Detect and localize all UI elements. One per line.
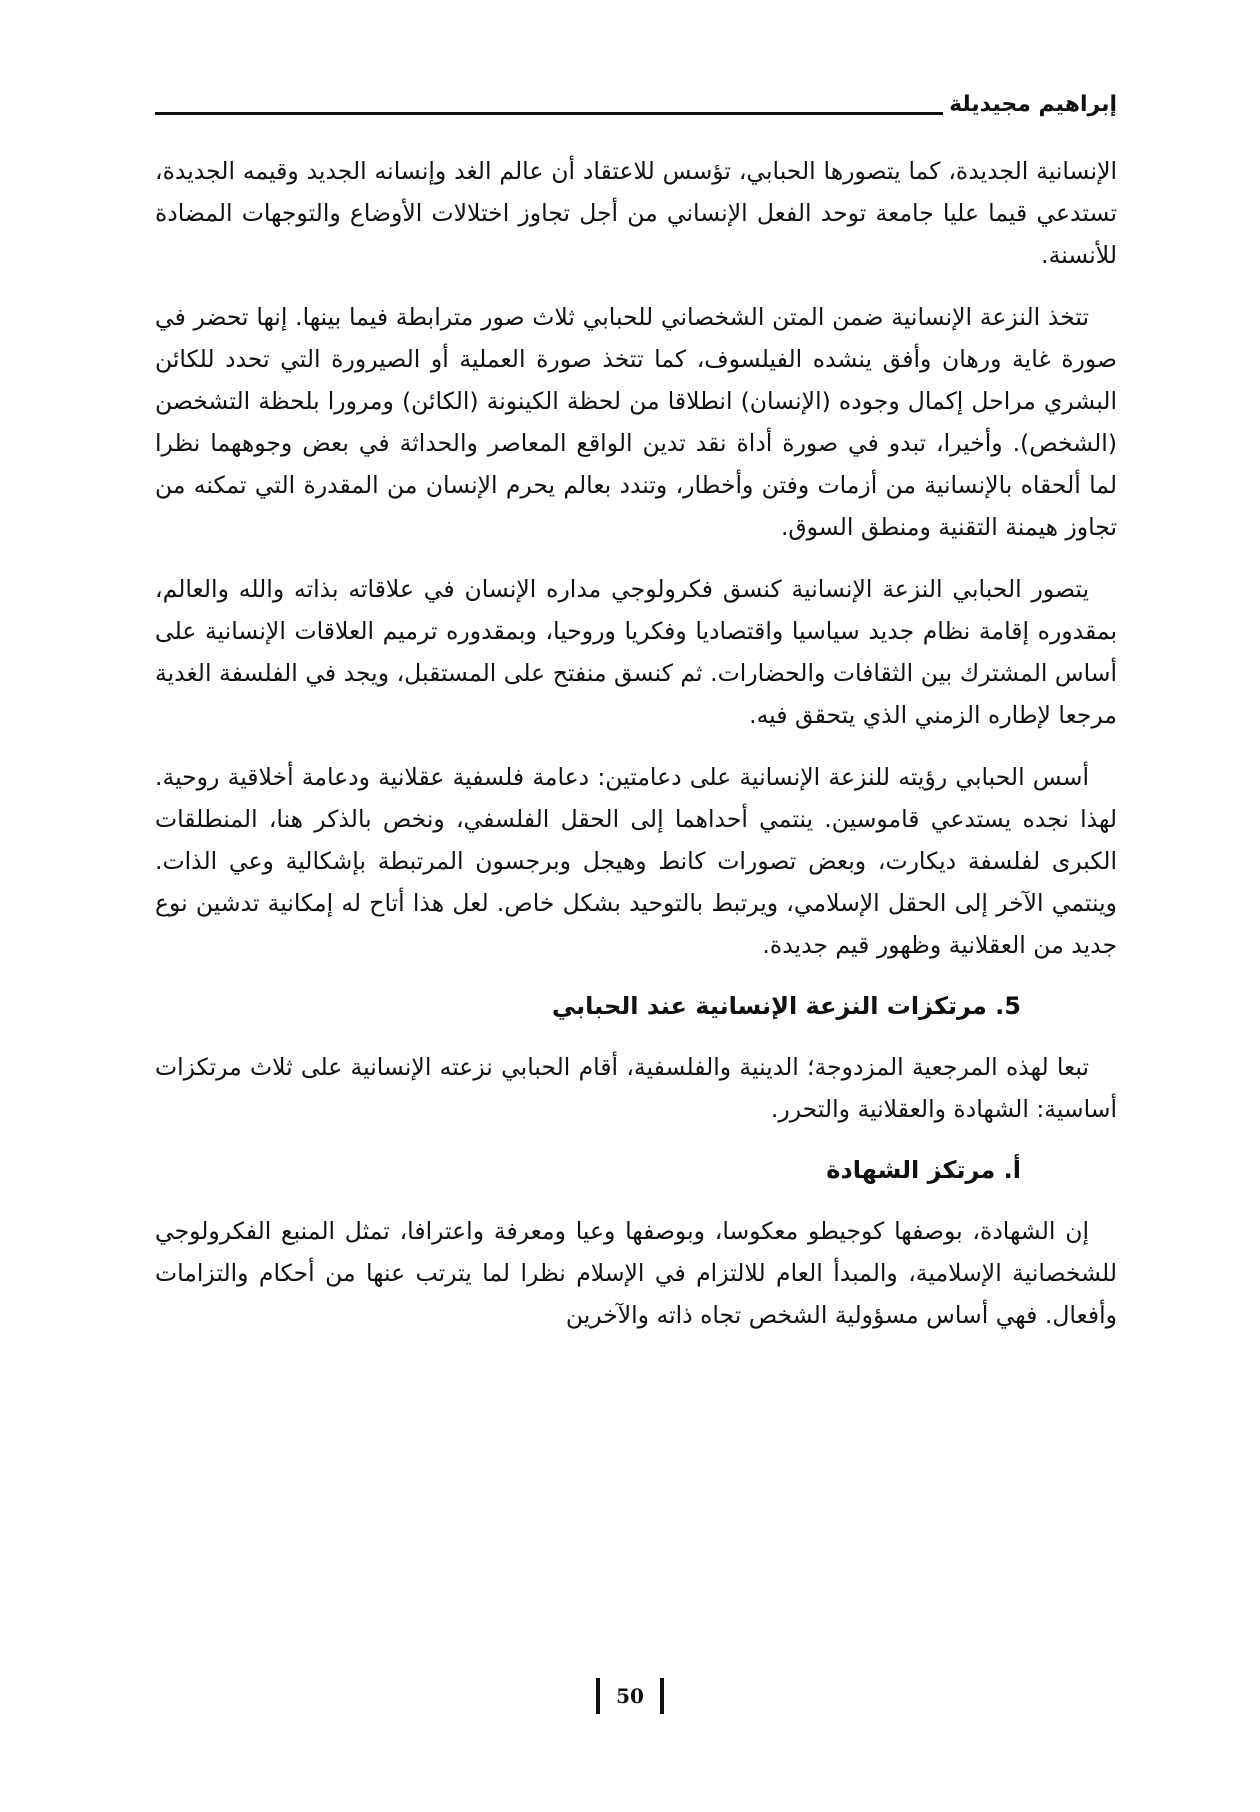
- folio-bar-left: [660, 1678, 664, 1714]
- author-name: إبراهيم مجيديلة: [949, 92, 1117, 117]
- subsection-a-heading: أ. مرتكز الشهادة: [826, 1156, 1021, 1184]
- header-rule: [155, 112, 943, 115]
- paragraph-3: يتصور الحبابي النزعة الإنسانية كنسق فكرولوجي مداره الإنسان في علاقاته بذاته والله والعالم، بمقدوره إقامة نظام جديد سياسيا واقتصاديا وفكريا وروحيا، وبمقدوره ترميم العلاقات الإنسانية على أساس المشترك بين الثقافات والحضارات. ثم كنسق منفتح على المستقبل، ويجد في الفلسفة الغدية مرجعا لإطاره الزمني الذي يتحقق فيه.: [155, 575, 1117, 729]
- paragraph-4: أسس الحبابي رؤيته للنزعة الإنسانية على دعامتين: دعامة فلسفية عقلانية ودعامة أخلاقية روحية. لهذا نجده يستدعي قاموسين. ينتمي أحداهما إلى الحقل الفلسفي، ونخص بالذكر هنا، المنطلقات الكبرى لفلسفة ديكارت، وبعض تصورات كانط وهيجل وبرجسون المرتبطة بإشكالية وعي الذات. وينتمي الآخر إلى الحقل الإسلامي، ويرتبط بالتوحيد بشكل خاص. لعل هذا أتاح له إمكانية تدشين نوع جديد من العقلانية وظهور قيم جديدة.: [155, 763, 1117, 959]
- page-number: 50: [616, 1684, 644, 1708]
- paragraph-1: الإنسانية الجديدة، كما يتصورها الحبابي، تؤسس للاعتقاد أن عالم الغد وإنسانه الجديد وقيمه الجديدة، تستدعي قيما عليا جامعة توحد الفعل الإنساني من أجل تجاوز اختلالات الأوضاع والتوجهات المضادة للأنسنة.: [155, 157, 1117, 269]
- running-header: [155, 86, 1117, 118]
- section-5-heading: 5. مرتكزات النزعة الإنسانية عند الحبابي: [551, 992, 1021, 1020]
- page-number-footer: [0, 1678, 1260, 1714]
- folio-bar-right: [596, 1678, 600, 1714]
- section-5-paragraph: تبعا لهذه المرجعية المزدوجة؛ الدينية والفلسفية، أقام الحبابي نزعته الإنسانية على ثلاث مرتكزات أساسية: الشهادة والعقلانية والتحرر.: [155, 1053, 1117, 1123]
- body-text: [155, 150, 1117, 1356]
- paragraph-2: تتخذ النزعة الإنسانية ضمن المتن الشخصاني للحبابي ثلاث صور مترابطة فيما بينها. إنها تحضر في صورة غاية ورهان وأفق ينشده الفيلسوف، كما تتخذ صورة العملية أو الصيرورة التي تحدد للكائن البشري مراحل إكمال وجوده (الإنسان) انطلاقا من لحظة الكينونة (الكائن) ومرورا بلحظة التشخصن (الشخص). وأخيرا، تبدو في صورة أداة نقد تدين الواقع المعاصر والحداثة في بعض وجوههما نظرا لما ألحقاه بالإنسانية من أزمات وفتن وأخطار، وتندد بعالم يحرم الإنسان من المقدرة التي تمكنه من تجاوز هيمنة التقنية ومنطق السوق.: [155, 303, 1117, 541]
- subsection-a-paragraph: إن الشهادة، بوصفها كوجيطو معكوسا، وبوصفها وعيا ومعرفة واعترافا، تمثل المنبع الفكرولوجي للشخصانية الإسلامية، والمبدأ العام للالتزام في الإسلام نظرا لما يترتب عنها من أحكام والتزامات وأفعال. فهي أساس مسؤولية الشخص تجاه ذاته والآخرين: [155, 1217, 1117, 1329]
